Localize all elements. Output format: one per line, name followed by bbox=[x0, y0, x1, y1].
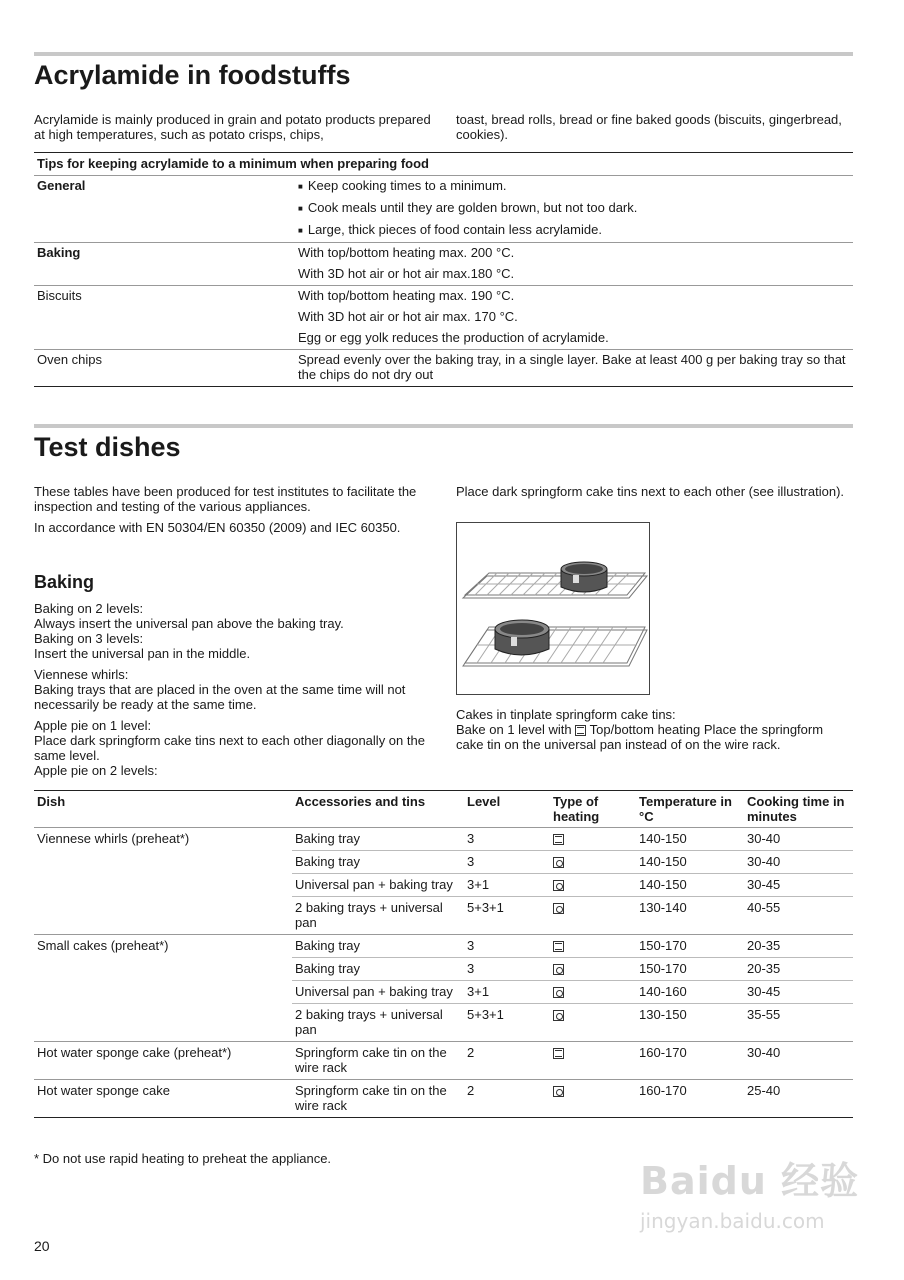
temperature-cell: 130-150 bbox=[636, 1004, 744, 1042]
level-cell: 3+1 bbox=[464, 874, 550, 897]
level-cell: 5+3+1 bbox=[464, 897, 550, 935]
test-intro bbox=[34, 484, 434, 541]
baking-note: Viennese whirls: bbox=[34, 667, 129, 682]
intro-left-text: Acrylamide is mainly produced in grain and potato products prepared at high temperatures, such as potato crisps, chips, bbox=[34, 112, 431, 142]
tips-line: Egg or egg yolk reduces the production of acrylamide. bbox=[298, 330, 609, 345]
tips-category: General bbox=[34, 176, 298, 243]
level-cell: 3 bbox=[464, 935, 550, 958]
hot-air-icon bbox=[553, 857, 564, 868]
time-cell: 35-55 bbox=[744, 1004, 853, 1042]
col-dish: Dish bbox=[34, 791, 292, 828]
tips-line: With top/bottom heating max. 190 °C. bbox=[298, 288, 515, 303]
temperature-cell: 150-170 bbox=[636, 935, 744, 958]
time-cell: 25-40 bbox=[744, 1080, 853, 1118]
level-cell: 5+3+1 bbox=[464, 1004, 550, 1042]
springform-cake-tins-image bbox=[457, 523, 649, 694]
temperature-cell: 160-170 bbox=[636, 1042, 744, 1080]
tips-category: Oven chips bbox=[34, 350, 298, 387]
baking-note: Apple pie on 2 levels: bbox=[34, 763, 158, 778]
temperature-cell: 140-160 bbox=[636, 981, 744, 1004]
accessories-cell: Universal pan + baking tray bbox=[292, 874, 464, 897]
accessories-cell: 2 baking trays + universal pan bbox=[292, 1004, 464, 1042]
time-cell: 30-40 bbox=[744, 828, 853, 851]
time-cell: 30-40 bbox=[744, 1042, 853, 1080]
baking-note: Baking on 2 levels: bbox=[34, 601, 144, 616]
tips-line: ■ Large, thick pieces of food contain less acrylamide. bbox=[298, 220, 853, 242]
table-row bbox=[34, 874, 853, 897]
level-cell: 3 bbox=[464, 828, 550, 851]
temperature-cell: 160-170 bbox=[636, 1080, 744, 1118]
temperature-cell: 140-150 bbox=[636, 828, 744, 851]
temperature-cell: 140-150 bbox=[636, 874, 744, 897]
hot-air-icon bbox=[553, 903, 564, 914]
accessories-cell: Baking tray bbox=[292, 828, 464, 851]
time-cell: 20-35 bbox=[744, 958, 853, 981]
hot-air-icon bbox=[553, 1010, 564, 1021]
section-title-acrylamide: Acrylamide in foodstuffs bbox=[34, 60, 351, 90]
caption-line-1: Cakes in tinplate springform cake tins: bbox=[456, 707, 676, 722]
heating-cell bbox=[550, 828, 636, 851]
baking-subtitle: Baking bbox=[34, 572, 95, 592]
tips-category: Baking bbox=[34, 243, 298, 286]
caption-line-2 bbox=[456, 722, 852, 752]
heating-cell bbox=[550, 1042, 636, 1080]
table-header-row bbox=[34, 791, 853, 828]
tips-line: With 3D hot air or hot air max. 170 °C. bbox=[298, 309, 518, 324]
footnote bbox=[34, 1151, 634, 1166]
tips-row-oven-chips bbox=[34, 350, 853, 387]
hot-air-icon bbox=[553, 987, 564, 998]
time-cell: 30-45 bbox=[744, 874, 853, 897]
top-bottom-heating-icon bbox=[575, 725, 586, 736]
temperature-cell: 150-170 bbox=[636, 958, 744, 981]
temperature-cell: 140-150 bbox=[636, 851, 744, 874]
heating-cell bbox=[550, 958, 636, 981]
hot-air-icon bbox=[553, 880, 564, 891]
dish-cell bbox=[34, 958, 292, 981]
test-intro-p1: These tables have been produced for test institutes to facilitate the inspection and testing of the various appliances. bbox=[34, 484, 417, 514]
watermark-brand: Baidu 经验 bbox=[640, 1159, 860, 1203]
col-time: Cooking time in minutes bbox=[744, 791, 853, 828]
tips-header: Tips for keeping acrylamide to a minimum when preparing food bbox=[34, 153, 853, 176]
baidu-watermark bbox=[640, 1150, 859, 1233]
dish-cell bbox=[34, 897, 292, 935]
upper-cake-tin bbox=[561, 562, 607, 592]
col-level: Level bbox=[464, 791, 550, 828]
heating-cell bbox=[550, 935, 636, 958]
time-cell: 30-40 bbox=[744, 851, 853, 874]
upper-wire-rack bbox=[463, 573, 647, 598]
watermark-url: jingyan.baidu.com bbox=[640, 1209, 825, 1233]
caption-line-2b: Top/bottom heating Place the springform cake tin on the universal pan instead of on the wire rack. bbox=[456, 722, 824, 752]
table-row bbox=[34, 981, 853, 1004]
intro-right-text: toast, bread rolls, bread or fine baked goods (biscuits, gingerbread, cookies). bbox=[456, 112, 842, 142]
level-cell: 3 bbox=[464, 851, 550, 874]
baking-note: Always insert the universal pan above the baking tray. bbox=[34, 616, 344, 631]
heating-cell bbox=[550, 1080, 636, 1118]
dish-cell: Viennese whirls (preheat*) bbox=[34, 828, 292, 851]
dish-cell bbox=[34, 851, 292, 874]
top-rule bbox=[34, 52, 853, 56]
tips-table bbox=[34, 152, 853, 387]
dish-cell bbox=[34, 981, 292, 1004]
top-bottom-heating-icon bbox=[553, 1048, 564, 1059]
dish-cell: Hot water sponge cake bbox=[34, 1080, 292, 1118]
col-heating: Type of heating bbox=[550, 791, 636, 828]
tips-line: ■ Cook meals until they are golden brown, but not too dark. bbox=[298, 198, 853, 220]
page-number: 20 bbox=[34, 1238, 50, 1254]
time-cell: 40-55 bbox=[744, 897, 853, 935]
top-bottom-heating-icon bbox=[553, 941, 564, 952]
hot-air-icon bbox=[553, 1086, 564, 1097]
right-note bbox=[456, 484, 852, 499]
dish-cell bbox=[34, 874, 292, 897]
dish-cell bbox=[34, 1004, 292, 1042]
intro-left bbox=[34, 112, 434, 142]
tips-category: Biscuits bbox=[34, 286, 298, 350]
tips-row-baking bbox=[34, 243, 853, 286]
table-row bbox=[34, 958, 853, 981]
tips-row-general bbox=[34, 176, 853, 243]
lower-wire-rack bbox=[463, 627, 647, 666]
tips-line: Spread evenly over the baking tray, in a single layer. Bake at least 400 g per baking tray so that the chips do not dry out bbox=[298, 352, 846, 382]
caption-line-2a: Bake on 1 level with bbox=[456, 722, 572, 737]
heating-cell bbox=[550, 851, 636, 874]
table-row bbox=[34, 851, 853, 874]
accessories-cell: Baking tray bbox=[292, 851, 464, 874]
table-row bbox=[34, 1042, 853, 1080]
section-rule bbox=[34, 424, 853, 428]
col-temperature: Temperature in °C bbox=[636, 791, 744, 828]
col-accessories: Accessories and tins bbox=[292, 791, 464, 828]
tips-line: With 3D hot air or hot air max.180 °C. bbox=[298, 266, 515, 281]
accessories-cell: Springform cake tin on the wire rack bbox=[292, 1042, 464, 1080]
baking-note: Place dark springform cake tins next to each other diagonally on the same level. bbox=[34, 733, 425, 763]
accessories-cell: Baking tray bbox=[292, 935, 464, 958]
right-note-text: Place dark springform cake tins next to each other (see illustration). bbox=[456, 484, 845, 499]
tips-line: ■ Keep cooking times to a minimum. bbox=[298, 176, 853, 198]
test-dishes-table bbox=[34, 790, 853, 1118]
top-bottom-heating-icon bbox=[553, 834, 564, 845]
table-row bbox=[34, 935, 853, 958]
table-row bbox=[34, 1080, 853, 1118]
table-row bbox=[34, 828, 853, 851]
baking-note: Baking on 3 levels: bbox=[34, 631, 144, 646]
baking-note: Baking trays that are placed in the oven at the same time will not necessarily be ready at the same time. bbox=[34, 682, 406, 712]
table-row bbox=[34, 1004, 853, 1042]
level-cell: 2 bbox=[464, 1080, 550, 1118]
level-cell: 3 bbox=[464, 958, 550, 981]
heating-cell bbox=[550, 981, 636, 1004]
intro-right bbox=[456, 112, 852, 142]
baking-note: Insert the universal pan in the middle. bbox=[34, 646, 251, 661]
footnote-text: * Do not use rapid heating to preheat the appliance. bbox=[34, 1151, 332, 1166]
heating-cell bbox=[550, 897, 636, 935]
accessories-cell: Springform cake tin on the wire rack bbox=[292, 1080, 464, 1118]
springform-illustration bbox=[456, 522, 650, 695]
baking-note: Apple pie on 1 level: bbox=[34, 718, 152, 733]
accessories-cell: Baking tray bbox=[292, 958, 464, 981]
level-cell: 2 bbox=[464, 1042, 550, 1080]
lower-cake-tin bbox=[495, 620, 549, 655]
baking-notes bbox=[34, 601, 434, 778]
test-intro-p2: In accordance with EN 50304/EN 60350 (2009) and IEC 60350. bbox=[34, 520, 401, 535]
dish-cell: Hot water sponge cake (preheat*) bbox=[34, 1042, 292, 1080]
accessories-cell: 2 baking trays + universal pan bbox=[292, 897, 464, 935]
hot-air-icon bbox=[553, 964, 564, 975]
heating-cell bbox=[550, 1004, 636, 1042]
illustration-caption bbox=[456, 707, 852, 752]
temperature-cell: 130-140 bbox=[636, 897, 744, 935]
time-cell: 20-35 bbox=[744, 935, 853, 958]
tips-line: With top/bottom heating max. 200 °C. bbox=[298, 245, 515, 260]
level-cell: 3+1 bbox=[464, 981, 550, 1004]
table-row bbox=[34, 897, 853, 935]
dish-cell: Small cakes (preheat*) bbox=[34, 935, 292, 958]
tips-row-biscuits bbox=[34, 286, 853, 350]
accessories-cell: Universal pan + baking tray bbox=[292, 981, 464, 1004]
time-cell: 30-45 bbox=[744, 981, 853, 1004]
heating-cell bbox=[550, 874, 636, 897]
section-title-test-dishes: Test dishes bbox=[34, 432, 181, 462]
